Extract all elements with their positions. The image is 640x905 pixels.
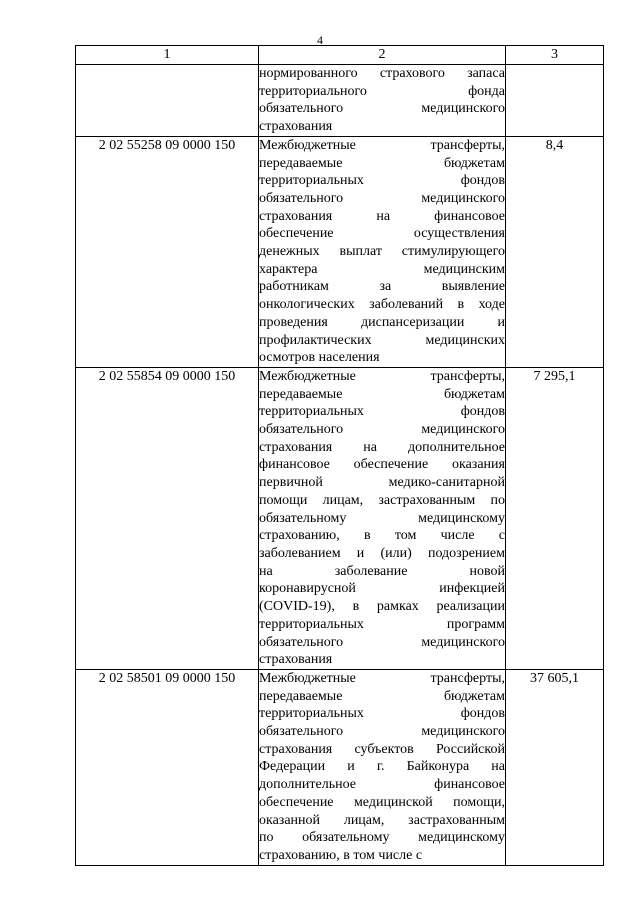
description-line: территориальных фондов [259,173,505,189]
description-line: коронавирусной инфекцией [259,581,505,597]
table-row [76,136,604,367]
description-line: обеспечение осуществления [259,226,505,242]
description-line: работникам за выявление [259,279,505,295]
column-header-3: 3 [506,46,604,65]
description-line: финансовое обеспечение оказания [259,457,505,473]
description-line: онкологических заболеваний в ходе [259,297,505,313]
description-line: обеспечение медицинской помощи, [259,794,505,810]
page-number: 4 [317,33,323,47]
description-line: страхования [259,652,333,668]
description-line: обязательного медицинского [259,634,505,650]
description-line: Межбюджетные трансферты, [259,137,505,153]
description-line: проведения диспансеризации и [259,314,505,330]
description-line: обязательного медицинского [259,724,505,740]
description-line: страхования субъектов Российской [259,741,505,757]
amount-cell [506,65,604,137]
description-line: денежных выплат стимулирующего [259,244,505,260]
table-row [76,65,604,137]
budget-revenue-table [75,45,604,866]
description-line: нормированного страхового запаса [259,66,505,81]
description-line: характера медицинским [259,261,505,277]
description-line: обязательному медицинскому [259,510,505,526]
table-row [76,669,604,865]
description-line: Межбюджетные трансферты, [259,368,505,384]
budget-code-cell: 2 02 55258 09 0000 150 [76,136,259,367]
description-line: Федерации и г. Байконура на [259,759,505,775]
description-line: страхованию, в том числе с [259,528,505,544]
description-line: обязательного медицинского [259,190,505,206]
description-line: территориальных фондов [259,706,505,722]
description-line: территориального фонда [259,83,505,99]
description-line: обязательного медицинского [259,422,505,438]
description-line: страхованию, в том числе с [259,847,423,863]
description-line: (COVID-19), в рамках реализации [259,599,505,615]
description-line: по обязательному медицинскому [259,830,505,846]
description-line: профилактических медицинских [259,332,505,348]
amount-cell: 7 295,1 [506,367,604,669]
description-line: передаваемые бюджетам [259,688,505,704]
table-row [76,367,604,669]
description-line: передаваемые бюджетам [259,155,505,171]
amount-cell: 37 605,1 [506,669,604,865]
description-line: передаваемые бюджетам [259,386,505,402]
description-line: заболеванием и (или) подозрением [259,545,505,561]
description-line: на заболевание новой [259,563,505,579]
description-line: страхования на дополнительное [259,439,505,455]
header-row [76,46,604,65]
description-line: территориальных фондов [259,404,505,420]
table-header [76,46,604,65]
description-line: страхования на финансовое [259,208,505,224]
budget-code-cell [76,65,259,137]
column-header-1: 1 [76,46,259,65]
budget-code-cell: 2 02 58501 09 0000 150 [76,669,259,865]
description-cell [259,669,506,865]
description-cell [259,136,506,367]
description-line: Межбюджетные трансферты, [259,670,505,686]
description-line: оказанной лицам, застрахованным [259,812,505,828]
budget-code-cell: 2 02 55854 09 0000 150 [76,367,259,669]
table-body [76,65,604,866]
description-line: осмотров населения [259,350,380,366]
description-line: обязательного медицинского [259,101,505,117]
amount-cell: 8,4 [506,136,604,367]
column-header-2: 2 [259,46,506,65]
description-line: территориальных программ [259,616,505,632]
description-line: помощи лицам, застрахованным по [259,492,505,508]
description-line: первичной медико-санитарной [259,475,505,491]
description-line: страхования [259,119,333,135]
description-cell [259,65,506,137]
description-cell [259,367,506,669]
description-line: дополнительное финансовое [259,777,505,793]
